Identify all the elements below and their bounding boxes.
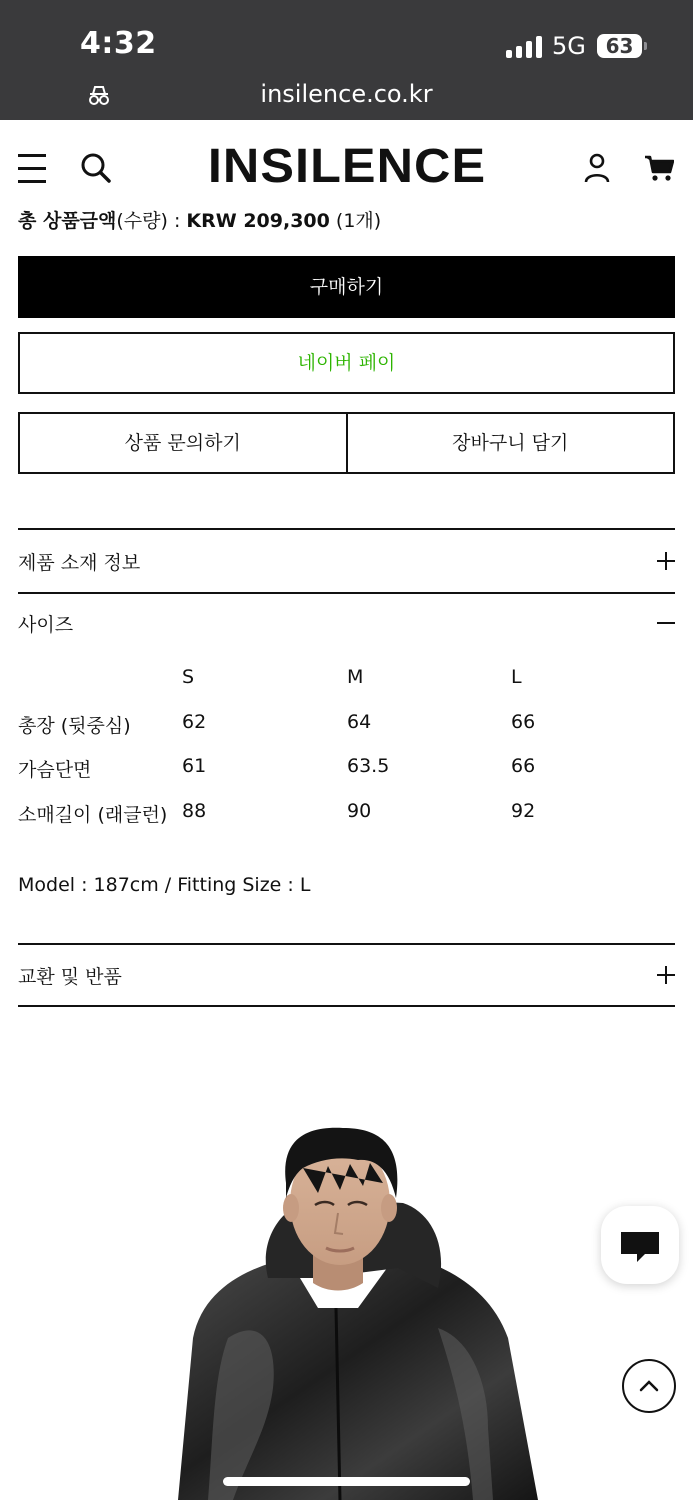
naver-pay-button[interactable]: 네이버 페이 bbox=[18, 332, 675, 394]
buy-button[interactable]: 구매하기 bbox=[18, 256, 675, 318]
divider bbox=[18, 1005, 675, 1007]
accordion-material-title[interactable]: 제품 소재 정보 bbox=[18, 552, 141, 574]
site-header bbox=[0, 120, 693, 215]
size-row-label: 총장 (뒷중심) bbox=[18, 714, 131, 737]
size-table bbox=[18, 660, 675, 838]
chat-button[interactable] bbox=[601, 1206, 679, 1284]
size-cell: 64 bbox=[347, 710, 372, 733]
accordion-exchange-title[interactable]: 교환 및 반품 bbox=[18, 966, 122, 988]
hamburger-icon[interactable] bbox=[18, 154, 46, 182]
size-cell: 88 bbox=[182, 799, 207, 822]
table-row bbox=[18, 705, 675, 750]
network-type: 5G bbox=[552, 32, 586, 60]
divider bbox=[18, 528, 675, 530]
size-cell: 66 bbox=[511, 710, 536, 733]
url-bar[interactable]: insilence.co.kr bbox=[260, 80, 433, 108]
user-icon[interactable] bbox=[584, 153, 610, 183]
site-logo[interactable]: INSILENCE bbox=[207, 140, 487, 193]
table-row bbox=[18, 794, 675, 839]
signal-icon bbox=[506, 36, 544, 58]
model-fitting-note: Model : 187cm / Fitting Size : L bbox=[18, 874, 311, 896]
status-bar bbox=[0, 0, 693, 120]
divider bbox=[18, 943, 675, 945]
size-cell: 63.5 bbox=[347, 755, 390, 777]
plus-icon[interactable] bbox=[657, 966, 675, 984]
chat-icon bbox=[601, 1206, 679, 1284]
size-header-cell: L bbox=[511, 666, 522, 688]
plus-icon[interactable] bbox=[657, 552, 675, 570]
total-qty-label: (수량) : bbox=[116, 210, 187, 232]
size-row-label: 가슴단면 bbox=[18, 759, 92, 781]
size-header-cell: M bbox=[347, 666, 364, 688]
size-cell: 61 bbox=[182, 755, 207, 777]
size-cell: 66 bbox=[511, 755, 536, 777]
search-icon[interactable] bbox=[80, 152, 112, 184]
home-indicator bbox=[223, 1477, 470, 1486]
size-table-header bbox=[18, 660, 675, 705]
add-to-cart-button[interactable]: 장바구니 담기 bbox=[346, 414, 674, 472]
accordion-size-title[interactable]: 사이즈 bbox=[18, 614, 74, 636]
size-cell: 92 bbox=[511, 799, 536, 822]
total-amount: KRW 209,300 bbox=[186, 210, 330, 232]
total-count: (1개) bbox=[329, 210, 382, 232]
battery-icon: 63 bbox=[597, 34, 642, 58]
table-row bbox=[18, 749, 675, 794]
size-cell: 62 bbox=[182, 710, 207, 733]
size-cell: 90 bbox=[347, 799, 372, 822]
total-label: 총 상품금액 bbox=[18, 210, 117, 232]
size-row-label: 소매길이 (래글런) bbox=[18, 803, 168, 826]
model-illustration bbox=[18, 1008, 675, 1500]
cart-icon[interactable] bbox=[644, 154, 674, 182]
product-photo bbox=[18, 1008, 675, 1500]
status-time: 4:32 bbox=[80, 26, 157, 61]
minus-icon[interactable] bbox=[657, 614, 675, 632]
divider bbox=[18, 592, 675, 594]
scroll-top-button[interactable] bbox=[622, 1359, 676, 1413]
chevron-up-icon bbox=[624, 1361, 674, 1411]
total-price bbox=[18, 206, 381, 236]
inquiry-button[interactable]: 상품 문의하기 bbox=[20, 414, 346, 472]
secondary-actions bbox=[18, 412, 675, 474]
size-header-cell: S bbox=[182, 666, 195, 688]
